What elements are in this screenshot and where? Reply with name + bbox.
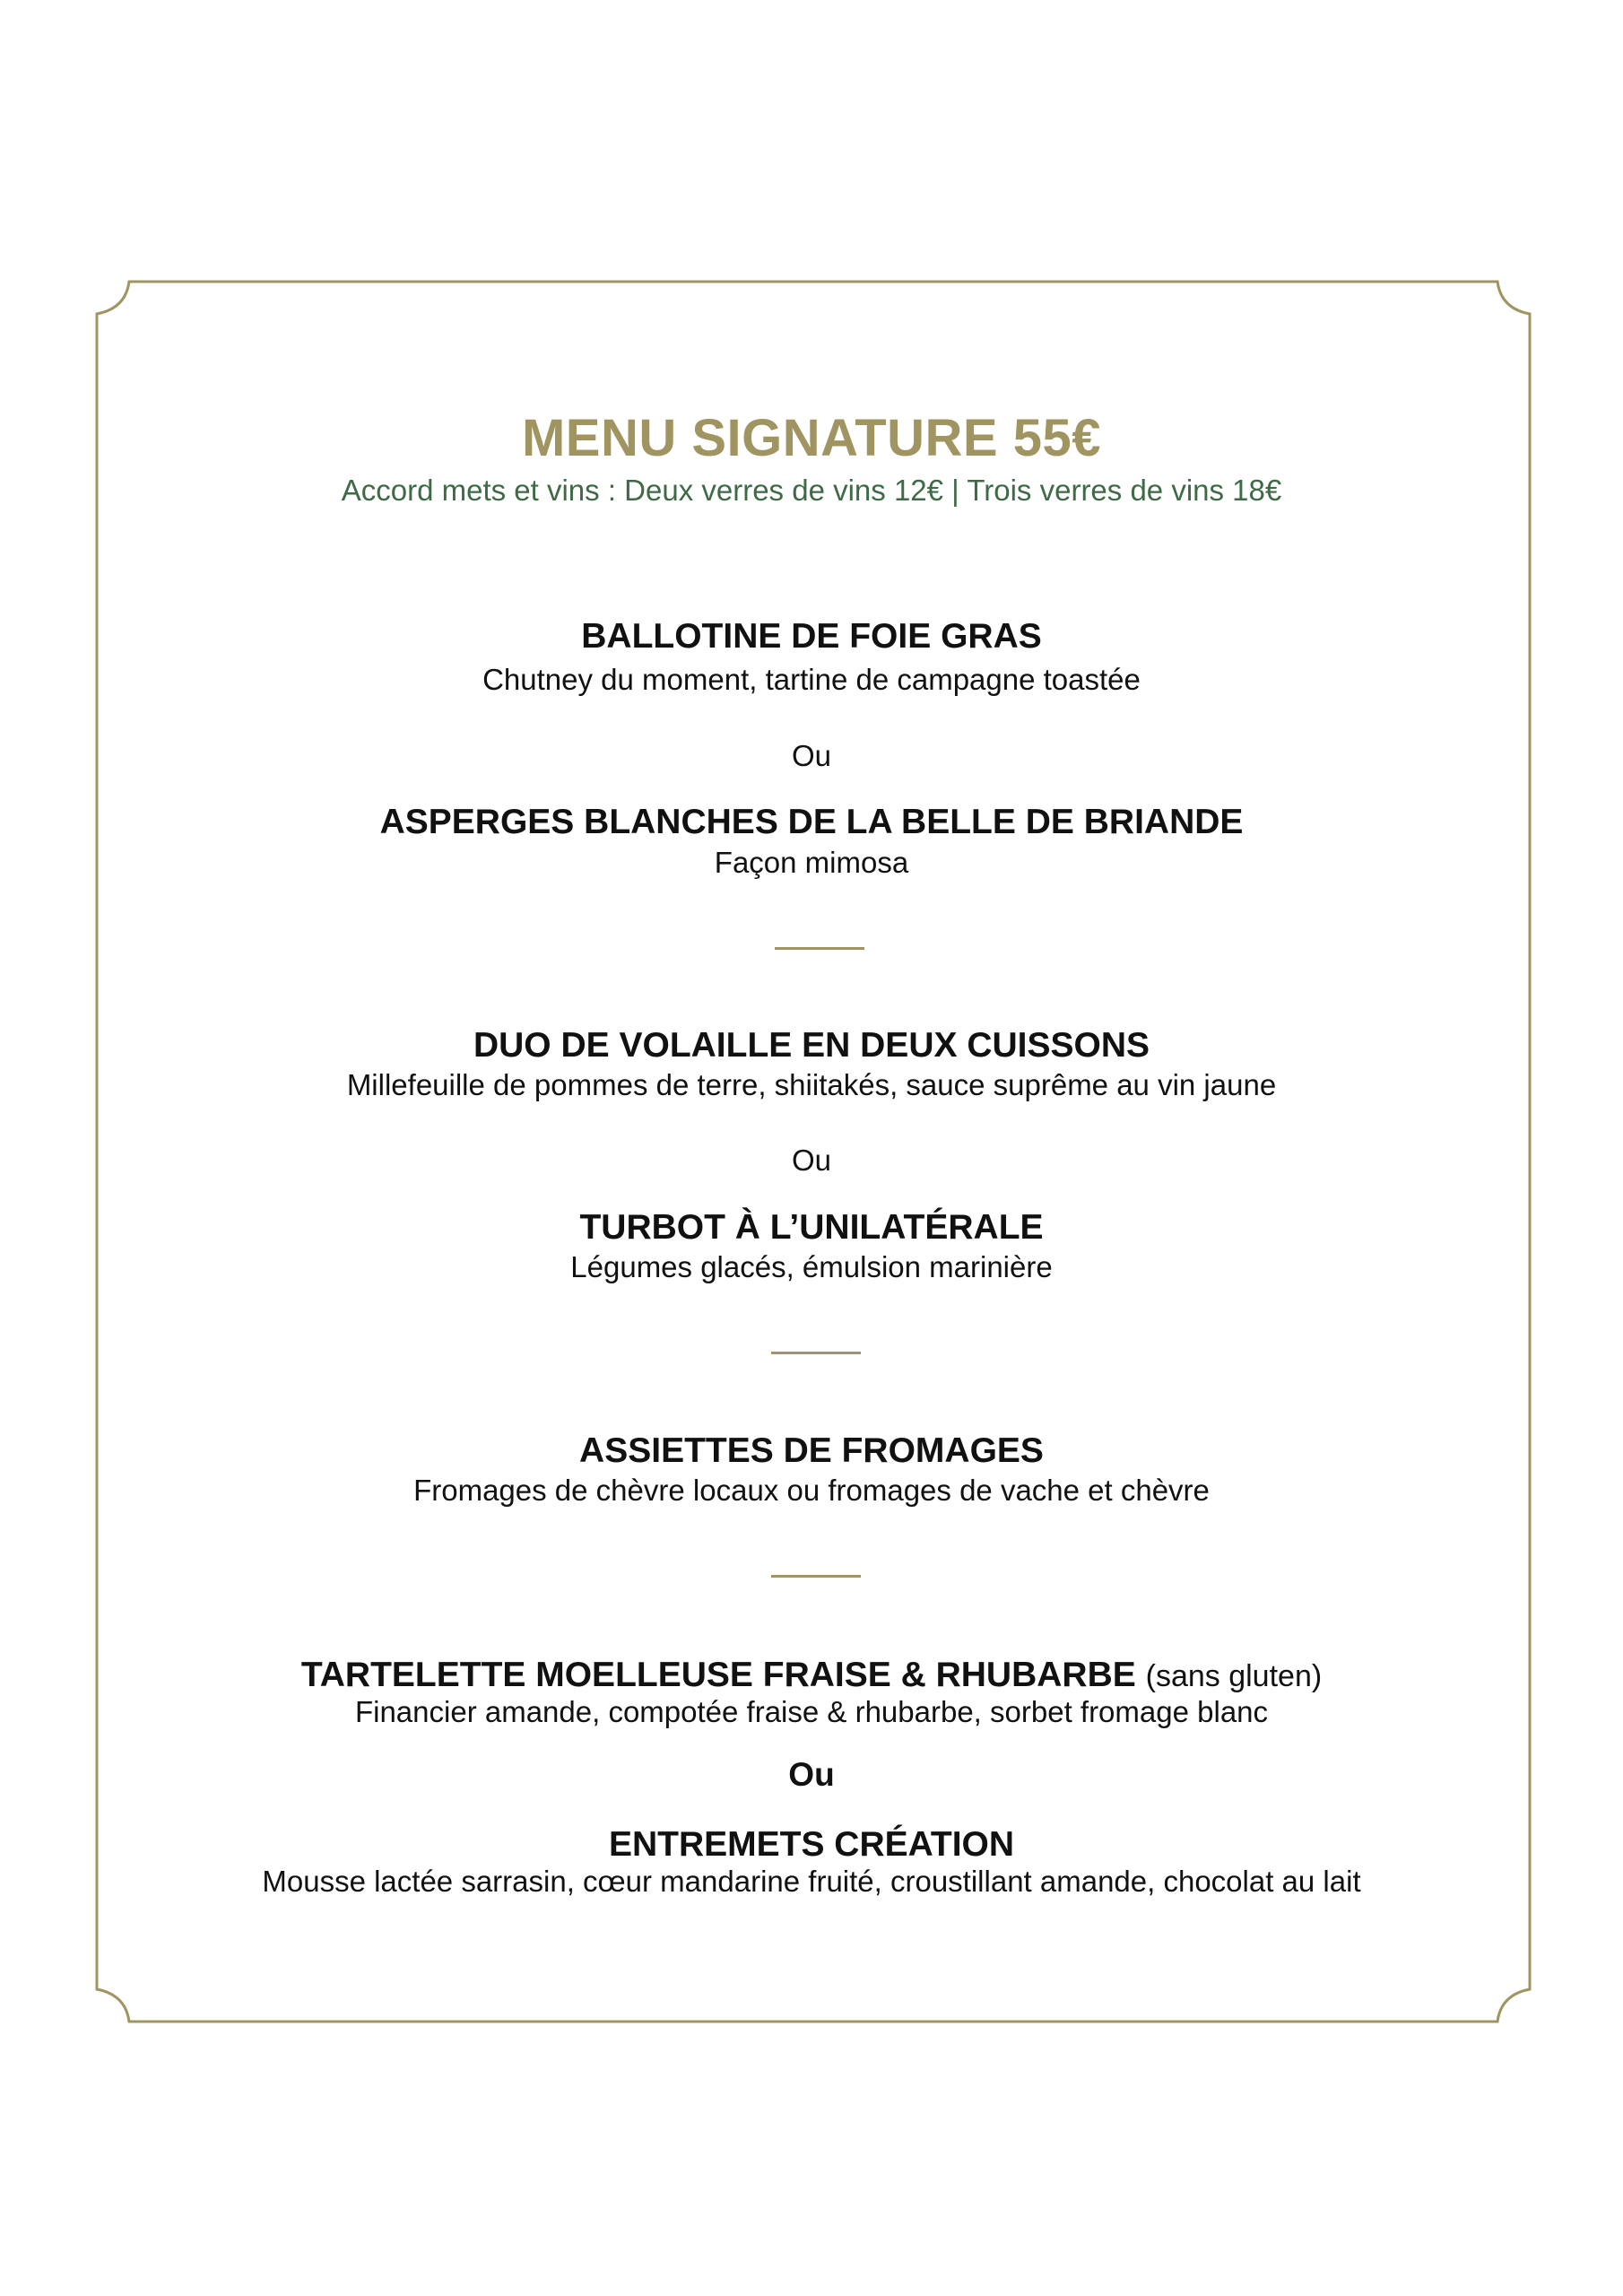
starter-1-name: BALLOTINE DE FOIE GRAS <box>581 617 1042 656</box>
main-2-description: Légumes glacés, émulsion marinière <box>570 1250 1053 1283</box>
section-divider <box>775 947 864 950</box>
main-1-name: DUO DE VOLAILLE EN DEUX CUISSONS <box>473 1026 1150 1065</box>
starter-2-description: Façon mimosa <box>714 846 909 879</box>
dessert-1-description: Financier amande, compotée fraise & rhubarbe, sorbet fromage blanc <box>354 1695 1269 1728</box>
cheese-name: ASSIETTES DE FROMAGES <box>579 1431 1044 1470</box>
dessert-1-name: TARTELETTE MOELLEUSE FRAISE & RHUBARBE <box>300 1656 1136 1694</box>
starter-2-name: ASPERGES BLANCHES DE LA BELLE DE BRIANDE <box>379 803 1244 841</box>
starter-1-description: Chutney du moment, tartine de campagne toastée <box>482 663 1141 696</box>
wine-pairing-text: Accord mets et vins : Deux verres de vins 12€ | Trois verres de vins 18€ <box>341 474 1282 507</box>
starter-or: Ou <box>791 739 832 772</box>
section-divider <box>771 1352 861 1354</box>
main-or: Ou <box>791 1144 832 1177</box>
main-2-name: TURBOT À L’UNILATÉRALE <box>579 1208 1044 1247</box>
dessert-1-note: (sans gluten) <box>1145 1659 1323 1693</box>
dessert-2-name: ENTREMETS CRÉATION <box>608 1825 1015 1864</box>
dessert-1-heading <box>99 1656 1524 1695</box>
section-divider <box>771 1575 861 1578</box>
main-1-description: Millefeuille de pommes de terre, shiitakés, sauce suprême au vin jaune <box>346 1068 1277 1101</box>
dessert-2-description: Mousse lactée sarrasin, cœur mandarine fruité, croustillant amande, chocolat au lait <box>262 1865 1361 1898</box>
dessert-or: Ou <box>788 1756 835 1793</box>
cheese-description: Fromages de chèvre locaux ou fromages de vache et chèvre <box>413 1474 1210 1507</box>
menu-title: MENU SIGNATURE 55€ <box>521 409 1102 467</box>
